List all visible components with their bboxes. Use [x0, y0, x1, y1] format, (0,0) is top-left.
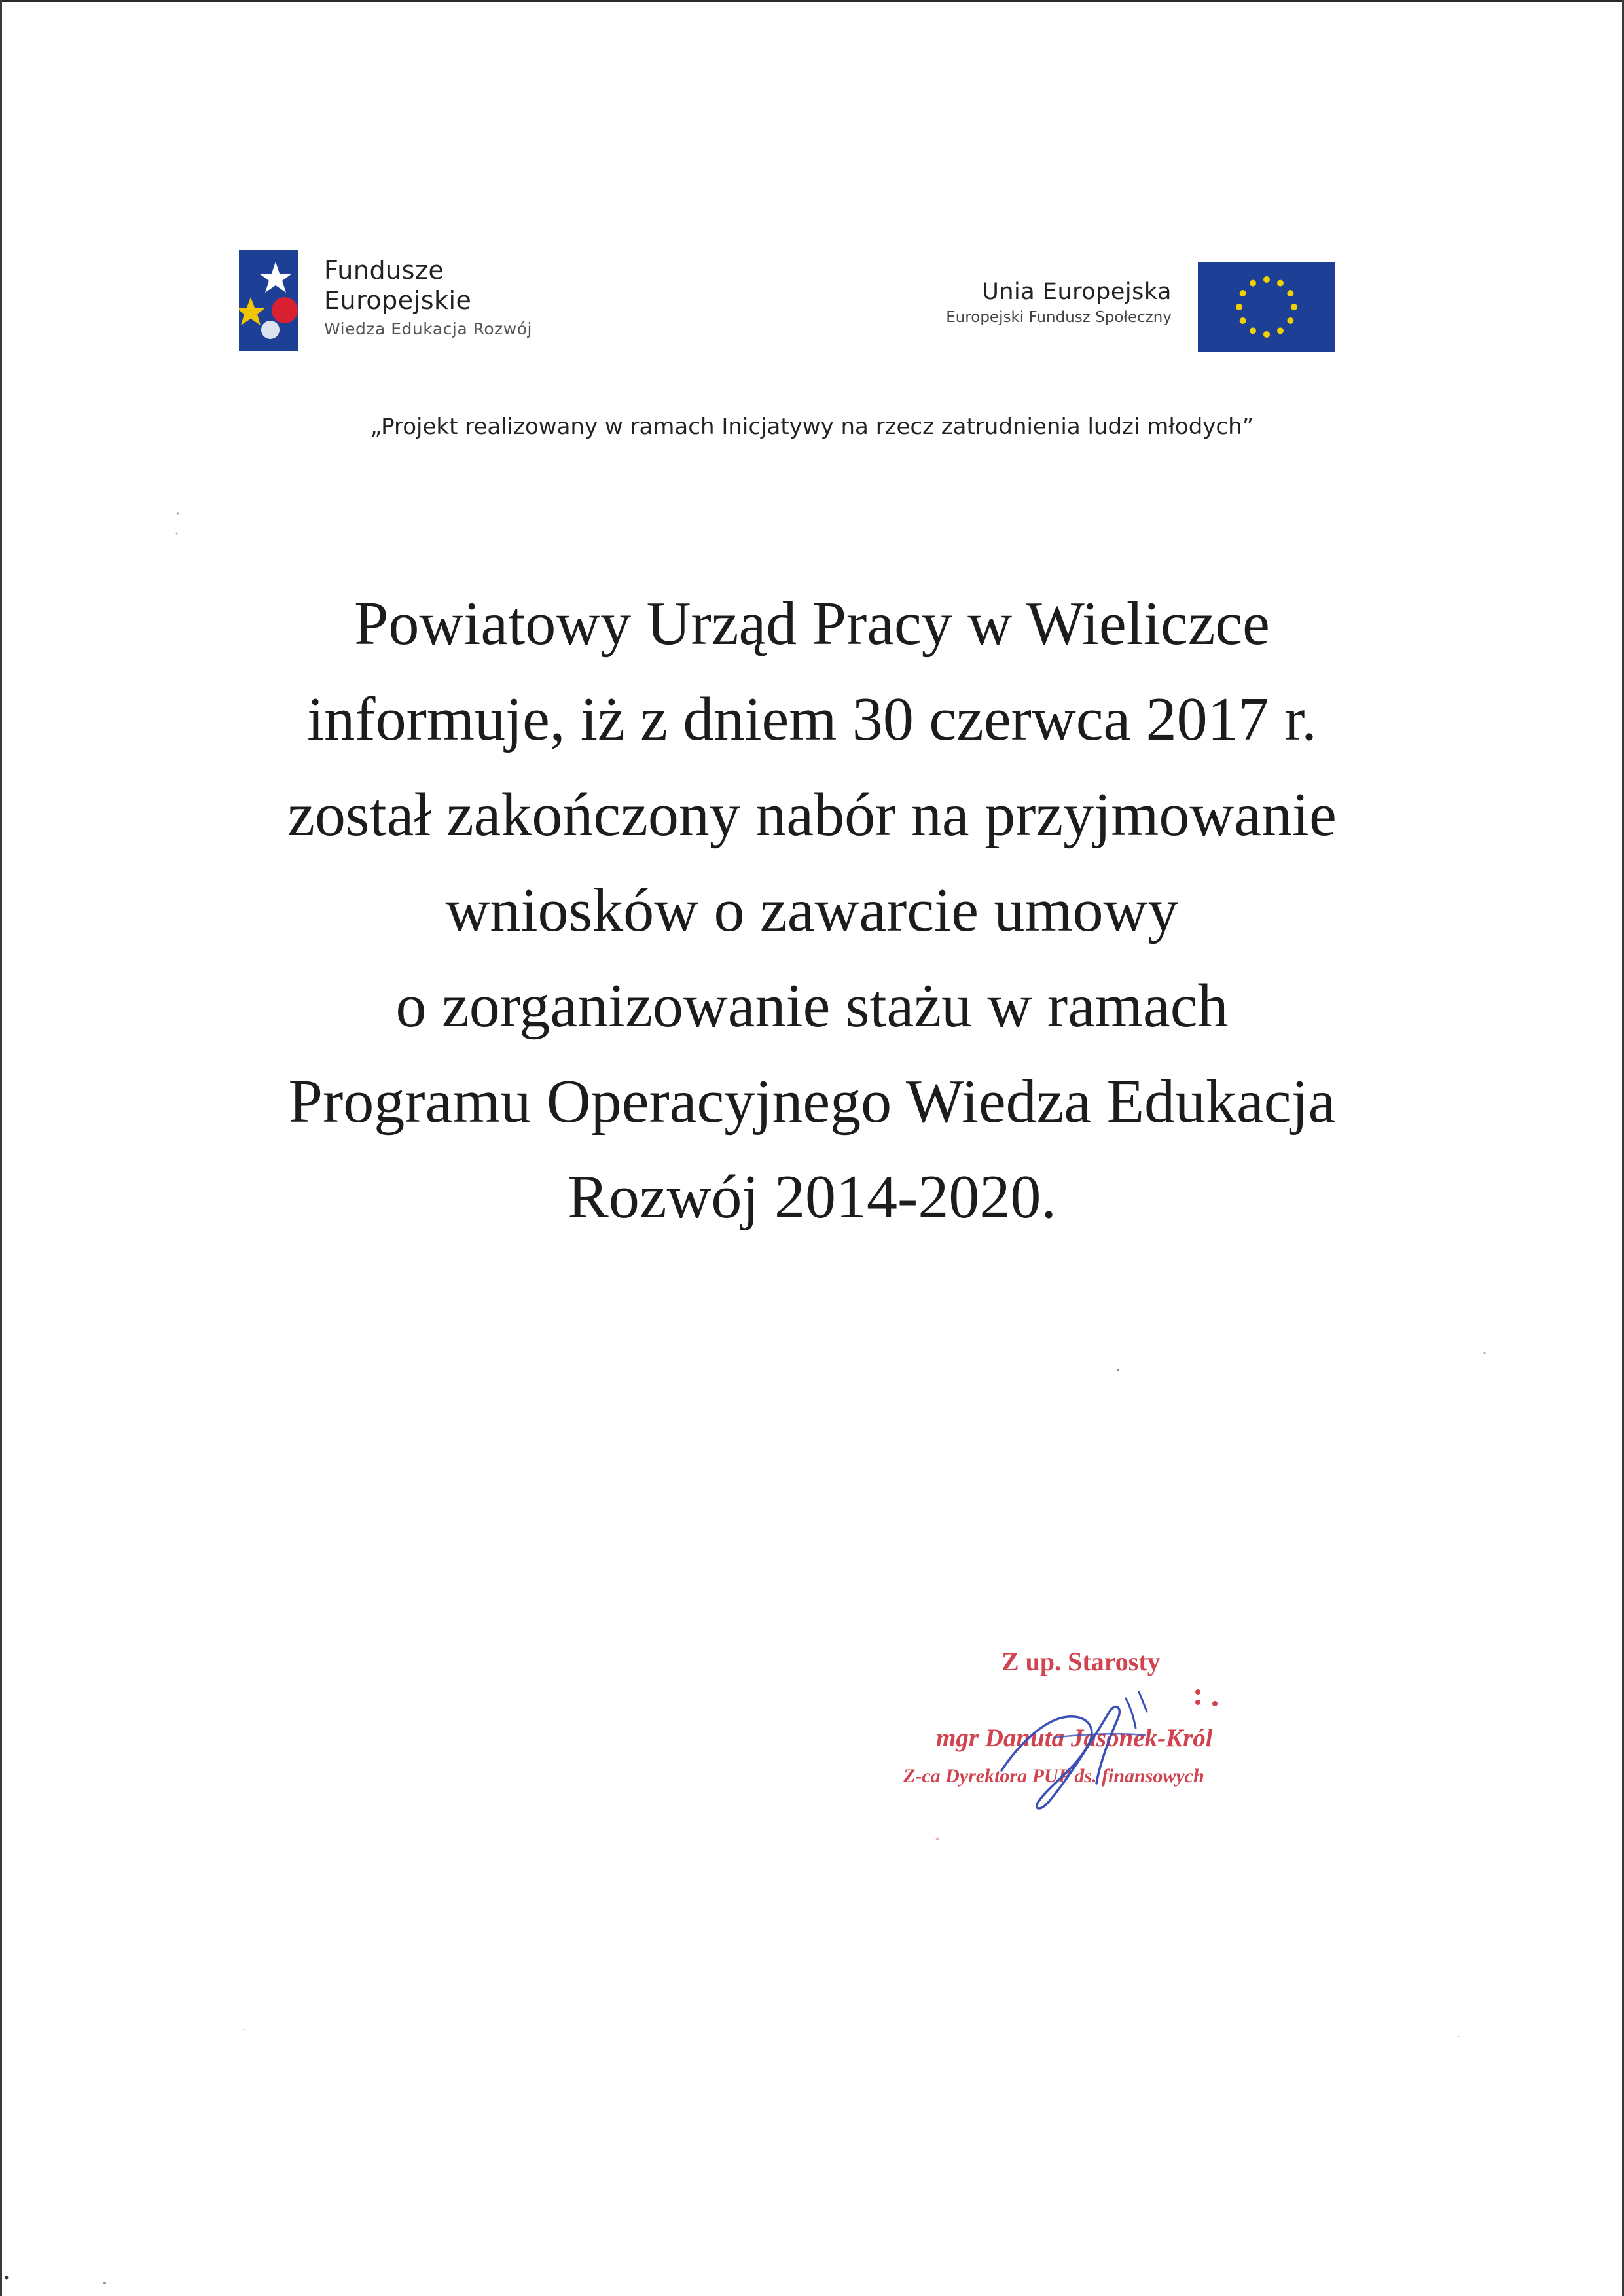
eu-flag-star [1263, 276, 1270, 283]
announcement-line-3: został zakończony nabór na przyjmowanie [287, 781, 1337, 849]
announcement-line-7: Rozwój 2014-2020. [568, 1163, 1056, 1231]
eu-flag-star [1277, 280, 1284, 287]
announcement-line-2: informuje, iż z dniem 30 czerwca 2017 r. [307, 685, 1317, 753]
stamp-line1: Z up. Starosty [1001, 1647, 1161, 1676]
fe-logo-line3: Wiedza Edukacja Rozwój [324, 319, 532, 338]
eu-flag-star [1287, 290, 1293, 296]
official-stamp [903, 1646, 1322, 1816]
eu-flag-star [1236, 304, 1242, 310]
eu-flag-star [1250, 327, 1256, 334]
handwritten-signature [975, 1672, 1263, 1816]
announcement-line-6: Programu Operacyjnego Wiedza Edukacja [288, 1067, 1336, 1136]
eu-flag-star [1291, 304, 1297, 310]
ue-logo-line2: Europejski Fundusz Społeczny [946, 309, 1172, 326]
fe-logo-line1: Fundusze [324, 256, 444, 285]
announcement-line-1: Powiatowy Urząd Pracy w Wieliczce [354, 590, 1270, 658]
fundusze-europejskie-star-icon [239, 250, 298, 351]
eu-flag-star [1240, 317, 1246, 324]
eu-flag-star [1263, 331, 1270, 338]
stamp-line3: Z-ca Dyrektora PUP ds. finansowych [903, 1765, 1204, 1787]
stamp-line2: mgr Danuta Jasonek-Król [936, 1724, 1213, 1752]
scan-edge-left [0, 0, 2, 2296]
eu-flag-star [1287, 317, 1293, 324]
ue-logo-line1: Unia Europejska [982, 279, 1172, 305]
fe-logo-line2: Europejskie [324, 286, 472, 315]
eu-flag-star [1240, 290, 1246, 296]
eu-flag-icon [1198, 262, 1335, 352]
eu-flag-star [1277, 327, 1284, 334]
unia-europejska-logo [851, 262, 1335, 353]
announcement-line-4: wniosków o zawarcie umowy [445, 876, 1179, 944]
project-initiative-line: „Projekt realizowany w ramach Inicjatywy na rzecz zatrudnienia ludzi młodych” [370, 414, 1254, 440]
fundusze-europejskie-logo [239, 247, 579, 365]
eu-flag-star [1250, 280, 1256, 287]
scan-edge-top [0, 0, 1624, 2]
announcement-text [131, 576, 1493, 1245]
announcement-line-5: o zorganizowanie stażu w ramach [395, 972, 1229, 1040]
